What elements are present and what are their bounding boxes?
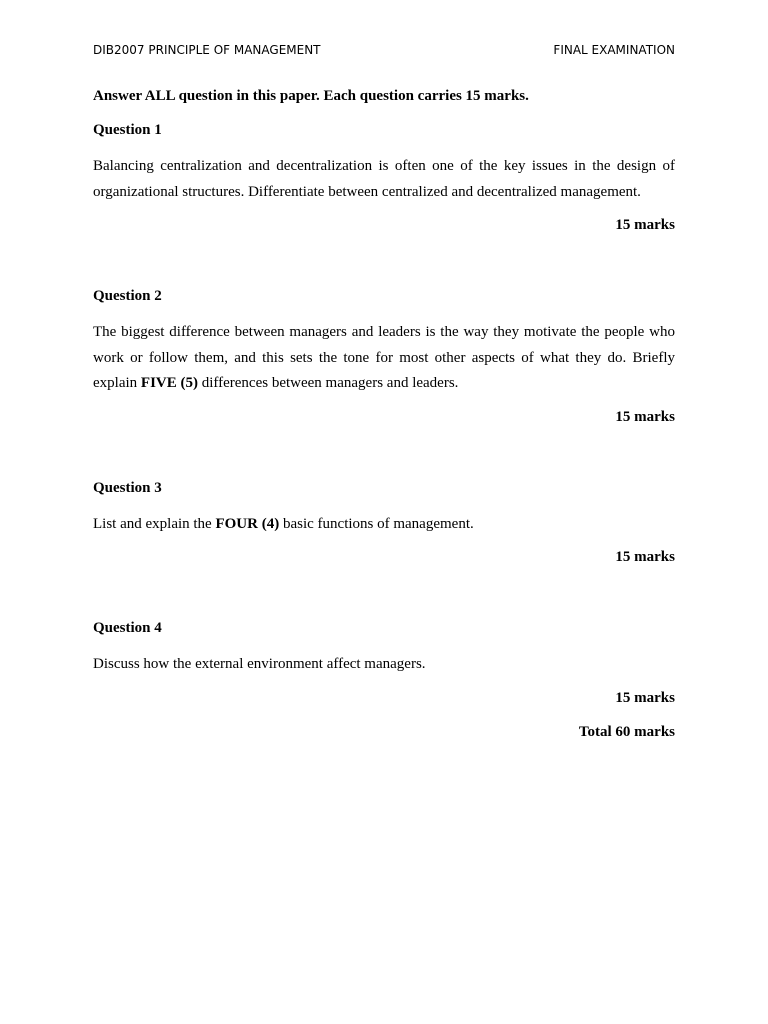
question-text: The biggest difference between managers and leaders is the way they motivate the people who work or follow them, and this sets the tone for most other aspects of what they do. Briefly explain: [93, 324, 675, 391]
page-header: [93, 41, 675, 59]
question-text: List and explain the: [93, 515, 216, 532]
question-marks: 15 marks: [615, 217, 675, 233]
question-title: Question 3: [93, 479, 162, 496]
question-4: [93, 618, 675, 708]
exam-title: FINAL EXAMINATION: [553, 43, 675, 57]
question-body: [93, 652, 675, 678]
course-title: DIB2007 PRINCIPLE OF MANAGEMENT: [93, 43, 321, 57]
question-title: Question 1: [93, 122, 162, 138]
question-text: differences between managers and leaders.: [197, 375, 459, 391]
question-text: Balancing centralization and decentralization is often one of the key issues in the design of organizational structures. Differentiate between centralized and decentralized management.: [93, 158, 675, 200]
question-emphasis: FOUR (4): [215, 515, 280, 532]
question-3: [93, 478, 675, 568]
question-title: Question 4: [93, 620, 162, 636]
total-marks: Total 60 marks: [578, 723, 675, 740]
question-body: [93, 320, 675, 397]
question-marks: 15 marks: [615, 408, 675, 425]
question-text: Discuss how the external environment affect managers.: [93, 656, 426, 672]
question-text: basic functions of management.: [279, 515, 474, 532]
question-marks: 15 marks: [615, 689, 675, 706]
exam-content: [93, 86, 675, 742]
question-marks: 15 marks: [615, 549, 675, 565]
question-body: [93, 154, 675, 205]
instruction-text: Answer ALL question in this paper. Each question carries 15 marks.: [93, 88, 529, 104]
question-title: Question 2: [93, 288, 162, 304]
question-2: [93, 286, 675, 427]
question-emphasis: FIVE (5): [140, 375, 198, 391]
question-1: [93, 120, 675, 235]
question-body: [93, 512, 675, 538]
